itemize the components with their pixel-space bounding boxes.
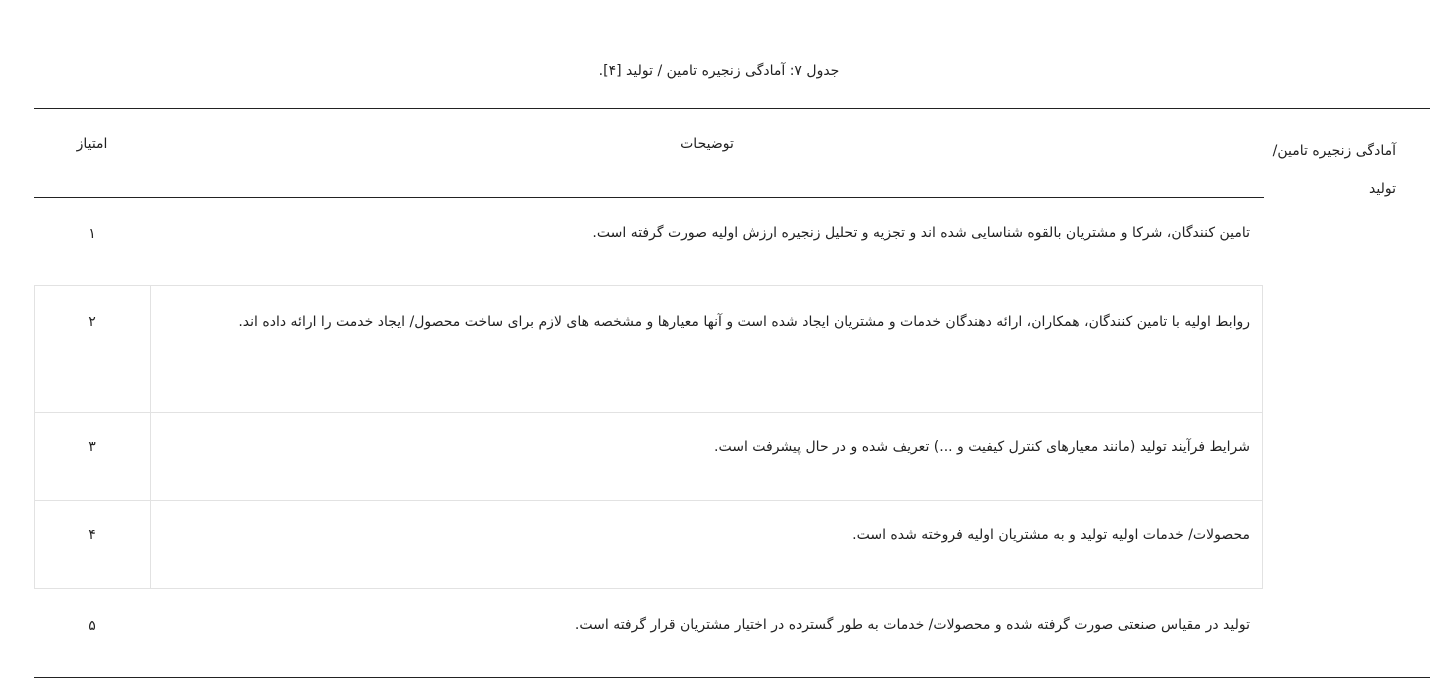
row-4-score: ۴ xyxy=(88,527,96,543)
header-bottom-rule xyxy=(34,197,1264,198)
row-1-description: تامین کنندگان، شرکا و مشتریان بالقوه شناسایی شده اند و تجزیه و تحلیل زنجیره ارزش اولیه صورت گرفته است. xyxy=(592,225,1250,241)
header-topic: آمادگی زنجیره تامین/ تولید xyxy=(1272,143,1396,197)
table-bottom-rule xyxy=(34,677,1430,678)
row-2-description: روابط اولیه با تامین کنندگان، همکاران، ارائه دهندگان خدمات و مشتریان ایجاد شده است و آنها معیارها و مشخصه های لازم برای ساخت محصول/ ایجاد خدمت را ارائه داده اند. xyxy=(238,314,1250,330)
row-4-description: محصولات/ خدمات اولیه تولید و به مشتریان اولیه فروخته شده است. xyxy=(852,527,1250,543)
row-divider xyxy=(34,500,1263,501)
header-score: امتیاز xyxy=(76,136,108,152)
row-3-description: شرایط فرآیند تولید (مانند معیارهای کنترل کیفیت و ...) تعریف شده و در حال پیشرفت است. xyxy=(714,439,1250,455)
table-top-rule xyxy=(34,108,1430,109)
column-divider xyxy=(150,285,151,589)
header-description: توضیحات xyxy=(680,136,734,152)
row-5-score: ۵ xyxy=(88,618,96,634)
table-caption: جدول ۷: آمادگی زنجیره تامین / تولید [۴]. xyxy=(598,63,840,79)
row-1-score: ۱ xyxy=(88,226,96,242)
row-divider xyxy=(34,412,1263,413)
row-5-description: تولید در مقیاس صنعتی صورت گرفته شده و محصولات/ خدمات به طور گسترده در اختیار مشتریان قرار گرفته است. xyxy=(574,617,1250,633)
row-2-score: ۲ xyxy=(88,314,96,330)
row-3-score: ۳ xyxy=(88,439,96,455)
